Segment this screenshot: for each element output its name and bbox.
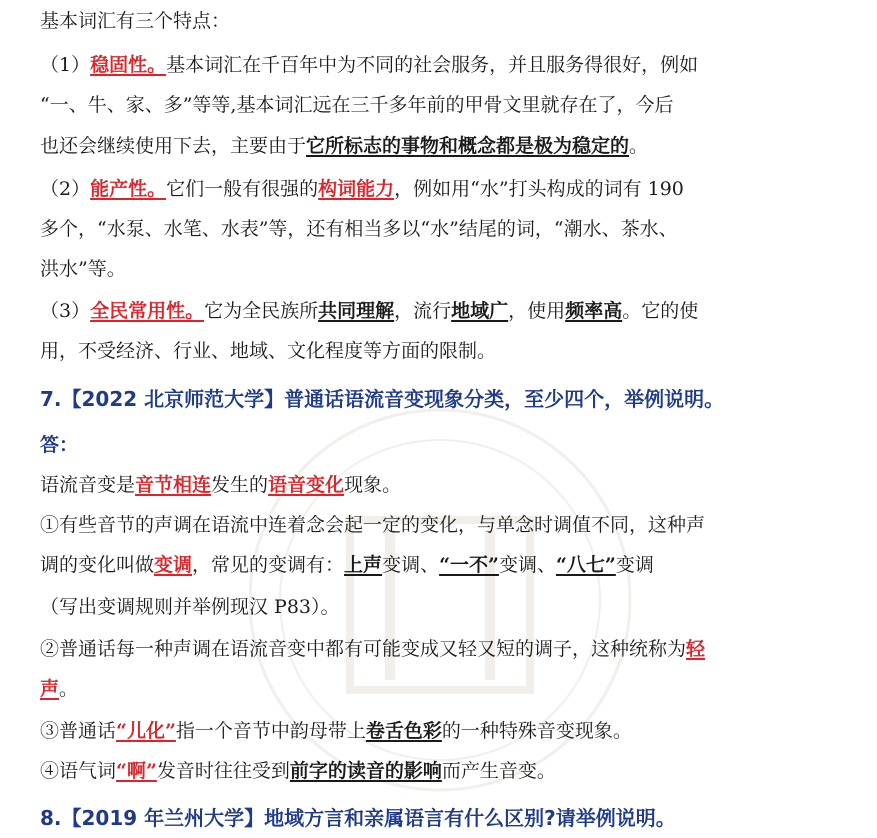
point-1-emphasis: 它所标志的事物和概念都是极为稳定的	[306, 135, 630, 157]
answer-2-text-c: ，常见的变调有：	[192, 554, 345, 576]
answer-4-text-c: 指一个音节中韵母带上	[175, 720, 366, 742]
point-3-emphasis-3: 频率高	[565, 300, 623, 322]
question-8-heading: 8.【2019 年兰州大学】地域方言和亲属语言有什么区别?请举例说明。	[40, 806, 676, 830]
answer-4-text-a: ③普通话	[40, 720, 117, 742]
point-3-text-1e: ，使用	[508, 300, 566, 322]
point-3-number: （3）	[40, 300, 91, 322]
answer-3-line-2	[40, 676, 78, 702]
answer-3-text-a: ②普通话每一种声调在语流音变中都有可能变成又轻又短的调子，这种统称为	[40, 638, 687, 660]
question-7-heading: 7.【2022 北京师范大学】普通话语流音变现象分类，至少四个，举例说明。	[40, 387, 725, 411]
point-3-emphasis-1: 共同理解	[318, 300, 395, 322]
point-1-line-2: “一、牛、家、多”等等,基本词汇远在三千多年前的甲骨文里就存在了，今后	[40, 94, 674, 116]
answer-5-text-c: 发音时往往受到	[156, 760, 290, 782]
answer-line-1	[40, 472, 401, 498]
answer-1-text-c: 发生的	[211, 474, 269, 496]
answer-3-text-b: 。	[59, 678, 79, 700]
point-2-term: 能产性。	[90, 178, 167, 200]
point-3-emphasis-2: 地域广	[451, 300, 509, 322]
answer-2-line-1: ①有些音节的声调在语流中连着念会起一定的变化，与单念时调值不同，这种声	[40, 514, 706, 536]
answer-2-emphasis-2: “一不”	[439, 554, 499, 576]
answer-1-term-1: 音节相连	[135, 474, 212, 496]
point-1-line-1	[40, 52, 698, 78]
point-2-line-2: 多个，“水泵、水笔、水表”等，还有相当多以“水”结尾的词，“潮水、茶水、	[40, 218, 678, 240]
answer-5-text-a: ④语气词	[40, 760, 117, 782]
point-2-line-1	[40, 176, 684, 202]
answer-2-text-g: 变调、	[498, 554, 556, 576]
answer-5-emphasis: 前字的读音的影响	[289, 760, 442, 782]
point-3-text-1a: 它为全民族所	[204, 300, 319, 322]
answer-5-text-e: 而产生音变。	[441, 760, 556, 782]
answer-2-text-e: 变调、	[382, 554, 440, 576]
answer-5-term: “啊”	[116, 760, 157, 782]
answer-3-term-2: 声	[40, 678, 60, 700]
point-3-text-1g: 。它的使	[622, 300, 699, 322]
answer-2-emphasis-3: “八七”	[555, 554, 616, 576]
answer-4-term: “儿化”	[116, 720, 176, 742]
point-2-text-1c: ，例如用“水”打头构成的词有 190	[394, 178, 684, 200]
point-2-line-3: 洪水”等。	[40, 258, 126, 280]
point-3-line-1	[40, 298, 698, 324]
intro-text: 基本词汇有三个特点：	[40, 10, 231, 32]
point-1-text-3c: 。	[629, 135, 649, 157]
point-1-text-3a: 也还会继续使用下去，主要由于	[40, 135, 307, 157]
point-2-text-1a: 它们一般有很强的	[166, 178, 319, 200]
answer-2-line-2	[40, 552, 654, 578]
answer-1-text-a: 语流音变是	[40, 474, 136, 496]
answer-4-line	[40, 718, 632, 744]
point-1-line-3	[40, 133, 648, 159]
answer-1-term-2: 语音变化	[268, 474, 345, 496]
answer-3-line-1	[40, 636, 705, 662]
answer-2-text-a: 调的变化叫做	[40, 554, 155, 576]
answer-5-line	[40, 758, 556, 784]
answer-1-text-e: 现象。	[344, 474, 402, 496]
point-2-emphasis: 构词能力	[318, 178, 395, 200]
answer-2-text-i: 变调	[615, 554, 654, 576]
point-1-text-1: 基本词汇在千百年中为不同的社会服务，并且服务得很好，例如	[166, 54, 699, 76]
point-3-term: 全民常用性。	[90, 300, 205, 322]
answer-2-emphasis-1: 上声	[344, 554, 383, 576]
point-3-line-2: 用，不受经济、行业、地域、文化程度等方面的限制。	[40, 340, 497, 362]
answer-2-term: 变调	[154, 554, 193, 576]
point-3-text-1c: ，流行	[394, 300, 452, 322]
answer-2-line-3: （写出变调规则并举例现汉 P83）。	[40, 596, 340, 618]
answer-label: 答：	[40, 434, 79, 456]
point-1-term: 稳固性。	[90, 54, 167, 76]
point-2-number: （2）	[40, 178, 91, 200]
answer-4-emphasis: 卷舌色彩	[365, 720, 442, 742]
answer-3-term-1: 轻	[686, 638, 706, 660]
answer-4-text-e: 的一种特殊音变现象。	[441, 720, 632, 742]
point-1-number: （1）	[40, 54, 91, 76]
